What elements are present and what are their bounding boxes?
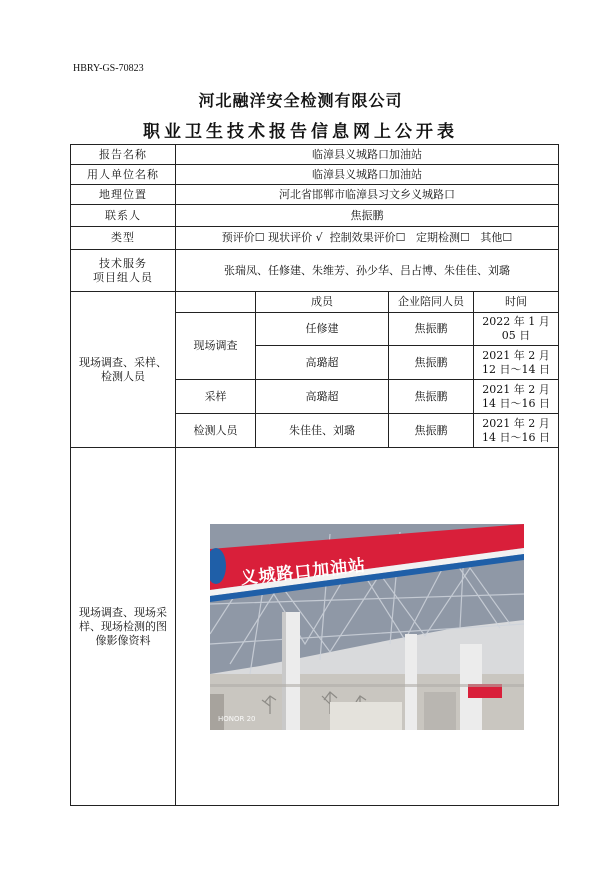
gas-station-photo-drawing (210, 524, 524, 730)
employer-label: 用人单位名称 (71, 165, 176, 185)
escort-cell: 焦振鹏 (389, 313, 474, 346)
employer-value: 临漳县义城路口加油站 (176, 165, 559, 185)
member-cell: 高璐超 (256, 346, 389, 380)
row-location (71, 185, 559, 205)
report-name-value: 临漳县义城路口加油站 (176, 145, 559, 165)
images-label: 现场调查、现场采样、现场检测的图像影像资料 (71, 448, 176, 806)
type-option-other: 其他☐ (480, 231, 513, 244)
document-code: HBRY-GS-70823 (73, 63, 144, 74)
survey-header-blank (176, 292, 256, 313)
row-survey-header (71, 292, 559, 313)
row-images (71, 448, 559, 806)
company-name: 河北融洋安全检测有限公司 (198, 91, 403, 110)
type-option-status-eval: 现状评价 √ (268, 231, 323, 244)
contact-value: 焦振鹏 (176, 205, 559, 227)
type-option-periodic: 定期检测☐ (416, 231, 470, 244)
disclosure-table (70, 144, 559, 806)
row-contact (71, 205, 559, 227)
header-time: 时间 (474, 292, 559, 313)
report-name-label: 报告名称 (71, 145, 176, 165)
header-escort: 企业陪同人员 (389, 292, 474, 313)
time-cell: 2021 年 2 月 14 日～16 日 (474, 414, 559, 448)
gas-station-photo (210, 524, 524, 730)
photo-watermark: HONOR 20 (218, 714, 256, 723)
row-tech-team (71, 250, 559, 292)
location-value: 河北省邯郸市临漳县习文乡义城路口 (176, 185, 559, 205)
member-cell: 朱佳佳、刘璐 (256, 414, 389, 448)
escort-cell: 焦振鹏 (389, 380, 474, 414)
location-label: 地理位置 (71, 185, 176, 205)
group-site-survey: 现场调查 (176, 313, 256, 380)
member-cell: 高璐超 (256, 380, 389, 414)
group-sampling: 采样 (176, 380, 256, 414)
escort-cell: 焦振鹏 (389, 346, 474, 380)
type-option-control-eval: 控制效果评价☐ (329, 231, 406, 244)
form-title: 职业卫生技术报告信息网上公开表 (143, 122, 458, 142)
type-option-pre-eval: 预评价☐ (221, 231, 265, 244)
type-options (176, 227, 559, 250)
survey-label: 现场调查、采样、检测人员 (71, 292, 176, 448)
time-cell: 2021 年 2 月 12 日～14 日 (474, 346, 559, 380)
images-cell (176, 448, 559, 806)
tech-team-label: 技术服务 项目组人员 (71, 250, 176, 292)
header-member: 成员 (256, 292, 389, 313)
group-testing: 检测人员 (176, 414, 256, 448)
row-type (71, 227, 559, 250)
row-report-name (71, 145, 559, 165)
row-employer (71, 165, 559, 185)
tech-team-value: 张瑞凤、任修建、朱维芳、孙少华、吕占博、朱佳佳、刘璐 (176, 250, 559, 292)
escort-cell: 焦振鹏 (389, 414, 474, 448)
member-cell: 任修建 (256, 313, 389, 346)
photo-sign-text: 义城路口加油站 (239, 555, 368, 589)
time-cell: 2021 年 2 月 14 日～16 日 (474, 380, 559, 414)
contact-label: 联系人 (71, 205, 176, 227)
type-label: 类型 (71, 227, 176, 250)
time-cell: 2022 年 1 月 05 日 (474, 313, 559, 346)
